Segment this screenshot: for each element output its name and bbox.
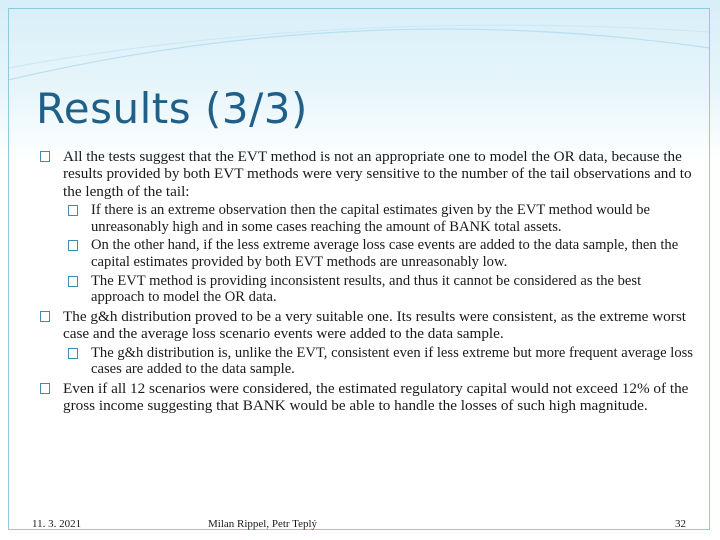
- square-bullet-icon: [40, 151, 50, 162]
- bullet-text: Even if all 12 scenarios were considered, the estimated regulatory capital would not exceed 12% of the gross income suggesting that BANK would be able to handle the losses of such high magnitude.: [63, 380, 689, 415]
- sub-bullet-text: On the other hand, if the less extreme average loss case events are added to the data sample, then the capital estimates provided by both EVT methods are unreasonably low.: [91, 237, 679, 270]
- bullet-text: The g&h distribution proved to be a very suitable one. Its results were consistent, as the extreme worst case and the average loss scenario events were added to the data sample.: [63, 308, 686, 343]
- footer-date: 11. 3. 2021: [32, 518, 82, 530]
- bullet-item: [34, 148, 698, 200]
- square-bullet-icon: [68, 348, 78, 359]
- square-bullet-icon: [68, 240, 78, 251]
- square-bullet-icon: [40, 383, 50, 394]
- bullet-item: [34, 308, 698, 343]
- page-number: 32: [675, 518, 686, 530]
- sub-bullet-text: The g&h distribution is, unlike the EVT, consistent even if less extreme but more frequent average loss cases are added to the data sample.: [91, 344, 693, 378]
- sub-bullet-text: The EVT method is providing inconsistent results, and thus it cannot be considered as the best approach to model the OR data.: [91, 272, 642, 306]
- bullet-item: [34, 380, 698, 415]
- slide-content: [34, 148, 698, 417]
- bullet-text: All the tests suggest that the EVT method is not an appropriate one to model the OR data, because the results provided by both EVT methods were very sensitive to the number of the tail observations and to the length of the tail:: [63, 148, 692, 200]
- sub-bullet-item: [34, 345, 698, 378]
- square-bullet-icon: [68, 276, 78, 287]
- slide-title: Results (3/3): [36, 84, 308, 133]
- square-bullet-icon: [68, 205, 78, 216]
- sub-bullet-item: [34, 237, 698, 270]
- sub-bullet-text: If there is an extreme observation then the capital estimates given by the EVT method would be unreasonably high and in some cases reaching the amount of BANK total assets.: [91, 201, 650, 235]
- square-bullet-icon: [40, 311, 50, 322]
- sub-bullet-item: [34, 202, 698, 235]
- sub-bullet-item: [34, 273, 698, 306]
- footer-author: Milan Rippel, Petr Teplý: [208, 518, 318, 530]
